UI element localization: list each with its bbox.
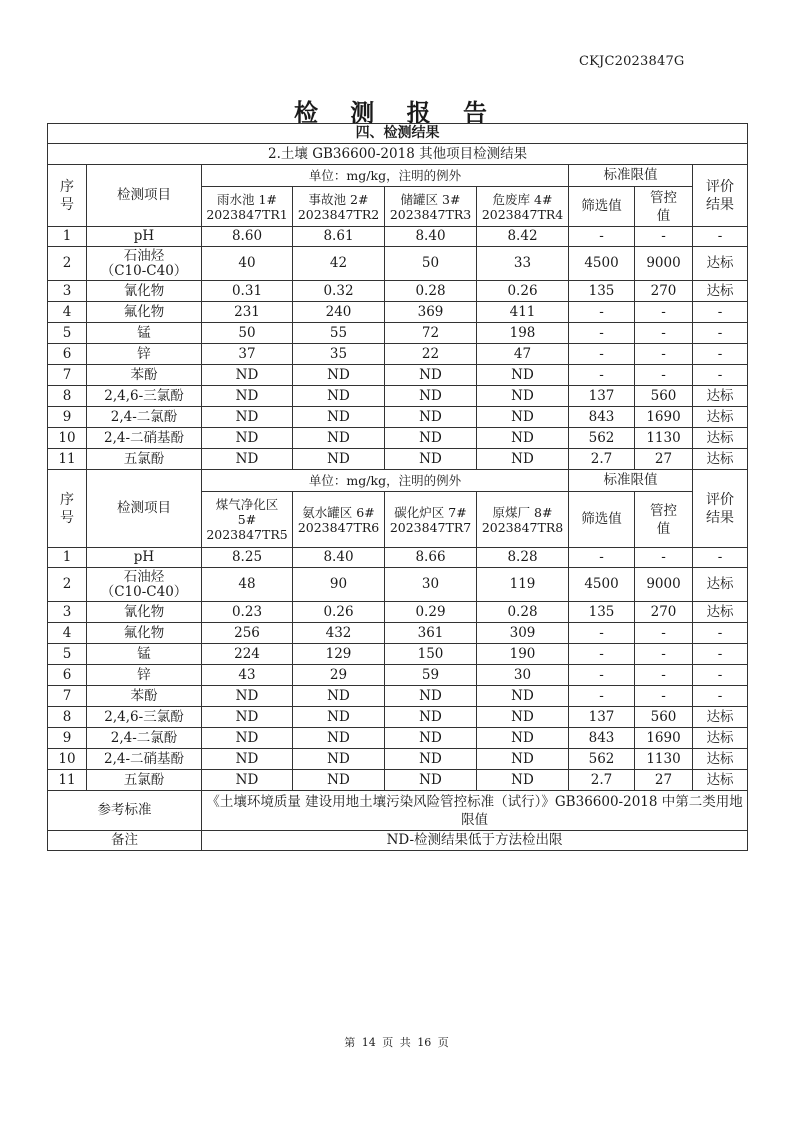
row-number: 3 [48,281,87,302]
eval-result: 达标 [693,568,748,602]
eval-result: - [693,548,748,568]
results-table [47,123,748,851]
item-name-line: 石油烃 [123,247,165,264]
result-value: 8.40 [385,227,477,247]
screen-value: 2.7 [569,449,635,470]
result-value: ND [385,707,477,728]
screen-value: - [569,548,635,568]
result-value: ND [293,770,385,791]
seq-header [48,470,87,548]
row-number: 2 [48,568,87,602]
sample-code: 2023847TR3 [389,206,472,222]
sample-code: 2023847TR5 [206,527,288,542]
result-value: 198 [477,323,569,344]
reference-row [48,791,748,831]
screen-value: - [569,686,635,707]
eval-result: - [693,686,748,707]
control-value: - [635,365,693,386]
item-name: 2,4-二氯酚 [87,407,202,428]
result-value: ND [477,707,569,728]
result-value: 369 [385,302,477,323]
header-row [48,165,748,187]
result-value: 0.28 [385,281,477,302]
sample-name: 5# [237,512,257,527]
remark-text: ND-检测结果低于方法检出限 [202,831,748,851]
table-row [48,281,748,302]
control-header [635,492,693,548]
control-value: - [635,323,693,344]
table-row [48,302,748,323]
sample-header [477,187,569,227]
reference-text: 《土壤环境质量 建设用地土壤污染风险管控标准（试行）》GB36600-2018 中第二类用地限值 [202,791,748,831]
eval-result: - [693,323,748,344]
result-value: ND [202,770,293,791]
eval-result: 达标 [693,281,748,302]
result-value: 8.25 [202,548,293,568]
sample-name: 事故池 2# [308,191,369,207]
row-number: 11 [48,770,87,791]
result-value: ND [293,428,385,449]
result-value: ND [293,749,385,770]
screen-value: 135 [569,281,635,302]
result-value: 224 [202,644,293,665]
result-value: 35 [293,344,385,365]
screen-value: 135 [569,602,635,623]
screen-value: 2.7 [569,770,635,791]
screen-value: 843 [569,407,635,428]
row-number: 3 [48,602,87,623]
eval-header-label: 评价结果 [706,178,735,213]
screen-value: - [569,365,635,386]
control-value: 1130 [635,749,693,770]
sample-name: 煤气净化区 [215,497,279,512]
item-name: 锰 [87,644,202,665]
table-row [48,449,748,470]
eval-result: 达标 [693,386,748,407]
result-value: 190 [477,644,569,665]
item-name: 五氯酚 [87,449,202,470]
control-header-label: 管控值 [650,502,677,537]
result-value: ND [477,428,569,449]
result-value: ND [293,686,385,707]
result-value: ND [477,407,569,428]
screen-value: 137 [569,386,635,407]
screen-value: - [569,623,635,644]
sample-header [477,492,569,548]
item-header: 检测项目 [87,470,202,548]
row-number: 10 [48,428,87,449]
control-header [635,187,693,227]
result-value: ND [477,728,569,749]
sample-header [385,492,477,548]
screen-value: - [569,644,635,665]
screen-value: - [569,323,635,344]
result-value: 361 [385,623,477,644]
row-number: 10 [48,749,87,770]
screen-value: - [569,227,635,247]
table-row [48,386,748,407]
unit-header: 单位：mg/kg，注明的例外 [202,165,569,187]
row-number: 1 [48,548,87,568]
result-value: 8.42 [477,227,569,247]
result-value: ND [202,728,293,749]
row-number: 9 [48,728,87,749]
remark-row [48,831,748,851]
eval-result: 达标 [693,247,748,281]
sample-name: 储罐区 3# [400,191,461,207]
result-value: 432 [293,623,385,644]
row-number: 6 [48,344,87,365]
subsection-title: 2.土壤 GB36600-2018 其他项目检测结果 [48,144,748,165]
result-value: ND [385,686,477,707]
result-value: 231 [202,302,293,323]
sample-code: 2023847TR1 [206,206,288,222]
control-value: - [635,344,693,365]
table-row [48,407,748,428]
sample-code: 2023847TR7 [389,519,472,535]
reference-label: 参考标准 [48,791,202,831]
table-row [48,686,748,707]
row-number: 1 [48,227,87,247]
item-name: 2,4-二硝基酚 [87,428,202,449]
result-value: 50 [202,323,293,344]
control-value: - [635,548,693,568]
row-number: 7 [48,365,87,386]
seq-header-label: 序号 [59,178,74,213]
result-value: 72 [385,323,477,344]
result-value: ND [477,449,569,470]
item-name: 氰化物 [87,602,202,623]
result-value: 129 [293,644,385,665]
table-row [48,323,748,344]
result-value: ND [202,365,293,386]
control-value: - [635,227,693,247]
eval-result: - [693,302,748,323]
item-name: 锌 [87,665,202,686]
table-row [48,707,748,728]
result-value: ND [202,686,293,707]
item-name [87,568,202,602]
sample-code: 2023847TR8 [481,519,564,535]
eval-result: 达标 [693,449,748,470]
item-name: 2,4,6-三氯酚 [87,386,202,407]
result-value: ND [477,749,569,770]
result-value: ND [385,770,477,791]
screen-value: 4500 [569,568,635,602]
table-row [48,344,748,365]
item-name-line: （C10-C40） [100,262,188,279]
control-value: 270 [635,602,693,623]
result-value: ND [477,386,569,407]
row-number: 2 [48,247,87,281]
result-value: ND [293,365,385,386]
sample-name: 碳化炉区 7# [394,504,467,520]
control-value: 560 [635,707,693,728]
result-value: 22 [385,344,477,365]
eval-result: 达标 [693,602,748,623]
result-value: 119 [477,568,569,602]
eval-result: - [693,344,748,365]
result-value: ND [293,386,385,407]
result-value: 55 [293,323,385,344]
eval-result: 达标 [693,728,748,749]
result-value: ND [385,386,477,407]
item-name: 苯酚 [87,686,202,707]
result-value: 256 [202,623,293,644]
table-row [48,623,748,644]
result-value: 47 [477,344,569,365]
seq-header [48,165,87,227]
sample-code: 2023847TR6 [297,519,380,535]
result-value: 40 [202,247,293,281]
result-value: ND [202,386,293,407]
item-name [87,247,202,281]
table-row [48,227,748,247]
result-value: 42 [293,247,385,281]
result-value: ND [202,407,293,428]
sample-header [202,187,293,227]
screen-header: 筛选值 [569,187,635,227]
item-name: 锌 [87,344,202,365]
item-name: 2,4,6-三氯酚 [87,707,202,728]
item-header: 检测项目 [87,165,202,227]
page-number: 第 14 页 共 16 页 [344,1036,449,1049]
item-name: 2,4-二氯酚 [87,728,202,749]
control-value: 9000 [635,247,693,281]
screen-value: 562 [569,428,635,449]
result-value: 309 [477,623,569,644]
sample-code: 2023847TR2 [297,206,380,222]
sample-name: 原煤厂 8# [492,504,553,520]
sample-name: 危废库 4# [492,191,553,207]
eval-result: - [693,644,748,665]
result-value: 48 [202,568,293,602]
sample-name: 雨水池 1# [217,191,277,207]
row-number: 9 [48,407,87,428]
eval-result: - [693,665,748,686]
result-value: ND [385,407,477,428]
result-value: 59 [385,665,477,686]
control-value: - [635,623,693,644]
report-title: 检 测 报 告 [293,99,500,127]
result-value: 33 [477,247,569,281]
screen-value: - [569,302,635,323]
eval-header [693,165,748,227]
result-value: ND [385,728,477,749]
result-value: 150 [385,644,477,665]
eval-result: 达标 [693,749,748,770]
sample-name: 氨水罐区 6# [302,504,375,520]
control-value: 270 [635,281,693,302]
report-code: CKJC2023847G [579,54,685,69]
result-value: 8.40 [293,548,385,568]
control-value: 1690 [635,728,693,749]
screen-header: 筛选值 [569,492,635,548]
table-row [48,665,748,686]
item-name: 苯酚 [87,365,202,386]
item-name: pH [87,227,202,247]
eval-result: - [693,365,748,386]
sample-header [293,492,385,548]
item-name: 锰 [87,323,202,344]
eval-header [693,470,748,548]
table-row [48,568,748,602]
table-row [48,428,748,449]
seq-header-label: 序号 [59,491,74,526]
result-value: 0.29 [385,602,477,623]
eval-result: - [693,623,748,644]
table-row [48,749,748,770]
eval-result: 达标 [693,770,748,791]
result-value: ND [385,365,477,386]
item-name-line: （C10-C40） [100,583,188,600]
control-value: - [635,686,693,707]
eval-result: 达标 [693,407,748,428]
limit-header: 标准限值 [569,470,693,492]
result-value: 8.61 [293,227,385,247]
result-value: 0.23 [202,602,293,623]
result-value: 50 [385,247,477,281]
result-value: 8.28 [477,548,569,568]
result-value: ND [202,449,293,470]
control-value: 27 [635,449,693,470]
result-value: 30 [385,568,477,602]
sample-code: 2023847TR4 [481,206,564,222]
result-value: ND [293,728,385,749]
table-row [48,602,748,623]
table-row [48,728,748,749]
sample-header [293,187,385,227]
screen-value: 843 [569,728,635,749]
remark-label: 备注 [48,831,202,851]
row-number: 6 [48,665,87,686]
row-number: 5 [48,644,87,665]
result-value: ND [385,428,477,449]
eval-result: - [693,227,748,247]
eval-result: 达标 [693,428,748,449]
result-value: 30 [477,665,569,686]
control-value: 1690 [635,407,693,428]
row-number: 8 [48,386,87,407]
result-value: 8.60 [202,227,293,247]
control-value: - [635,302,693,323]
result-value: 8.66 [385,548,477,568]
screen-value: 562 [569,749,635,770]
result-value: ND [477,770,569,791]
sample-header [202,492,293,548]
screen-value: 4500 [569,247,635,281]
result-value: 0.31 [202,281,293,302]
screen-value: - [569,665,635,686]
unit-header: 单位：mg/kg，注明的例外 [202,470,569,492]
result-value: ND [477,365,569,386]
row-number: 7 [48,686,87,707]
result-value: ND [293,707,385,728]
limit-header: 标准限值 [569,165,693,187]
eval-header-label: 评价结果 [706,491,735,526]
table-row [48,247,748,281]
result-value: 90 [293,568,385,602]
table-row [48,770,748,791]
header-row [48,470,748,492]
result-value: ND [293,449,385,470]
row-number: 11 [48,449,87,470]
result-value: 43 [202,665,293,686]
screen-value: 137 [569,707,635,728]
item-name: pH [87,548,202,568]
control-value: 560 [635,386,693,407]
row-number: 4 [48,302,87,323]
section-title: 四、检测结果 [48,124,748,144]
result-value: ND [293,407,385,428]
result-value: ND [202,749,293,770]
result-value: 29 [293,665,385,686]
control-value: 1130 [635,428,693,449]
sample-header [385,187,477,227]
table-row [48,644,748,665]
eval-result: 达标 [693,707,748,728]
result-value: 0.26 [293,602,385,623]
row-number: 5 [48,323,87,344]
item-name: 氰化物 [87,281,202,302]
control-value: - [635,644,693,665]
item-name: 氟化物 [87,623,202,644]
result-value: 411 [477,302,569,323]
control-value: 9000 [635,568,693,602]
control-header-label: 管控值 [650,189,677,224]
control-value: 27 [635,770,693,791]
result-value: 37 [202,344,293,365]
table-row [48,365,748,386]
result-value: 240 [293,302,385,323]
item-name: 氟化物 [87,302,202,323]
result-value: 0.28 [477,602,569,623]
result-value: ND [385,449,477,470]
table-row [48,548,748,568]
result-value: ND [202,707,293,728]
result-value: ND [202,428,293,449]
control-value: - [635,665,693,686]
result-value: ND [477,686,569,707]
item-name: 五氯酚 [87,770,202,791]
item-name: 2,4-二硝基酚 [87,749,202,770]
row-number: 8 [48,707,87,728]
row-number: 4 [48,623,87,644]
item-name-line: 石油烃 [123,568,165,585]
screen-value: - [569,344,635,365]
result-value: 0.32 [293,281,385,302]
result-value: ND [385,749,477,770]
result-value: 0.26 [477,281,569,302]
